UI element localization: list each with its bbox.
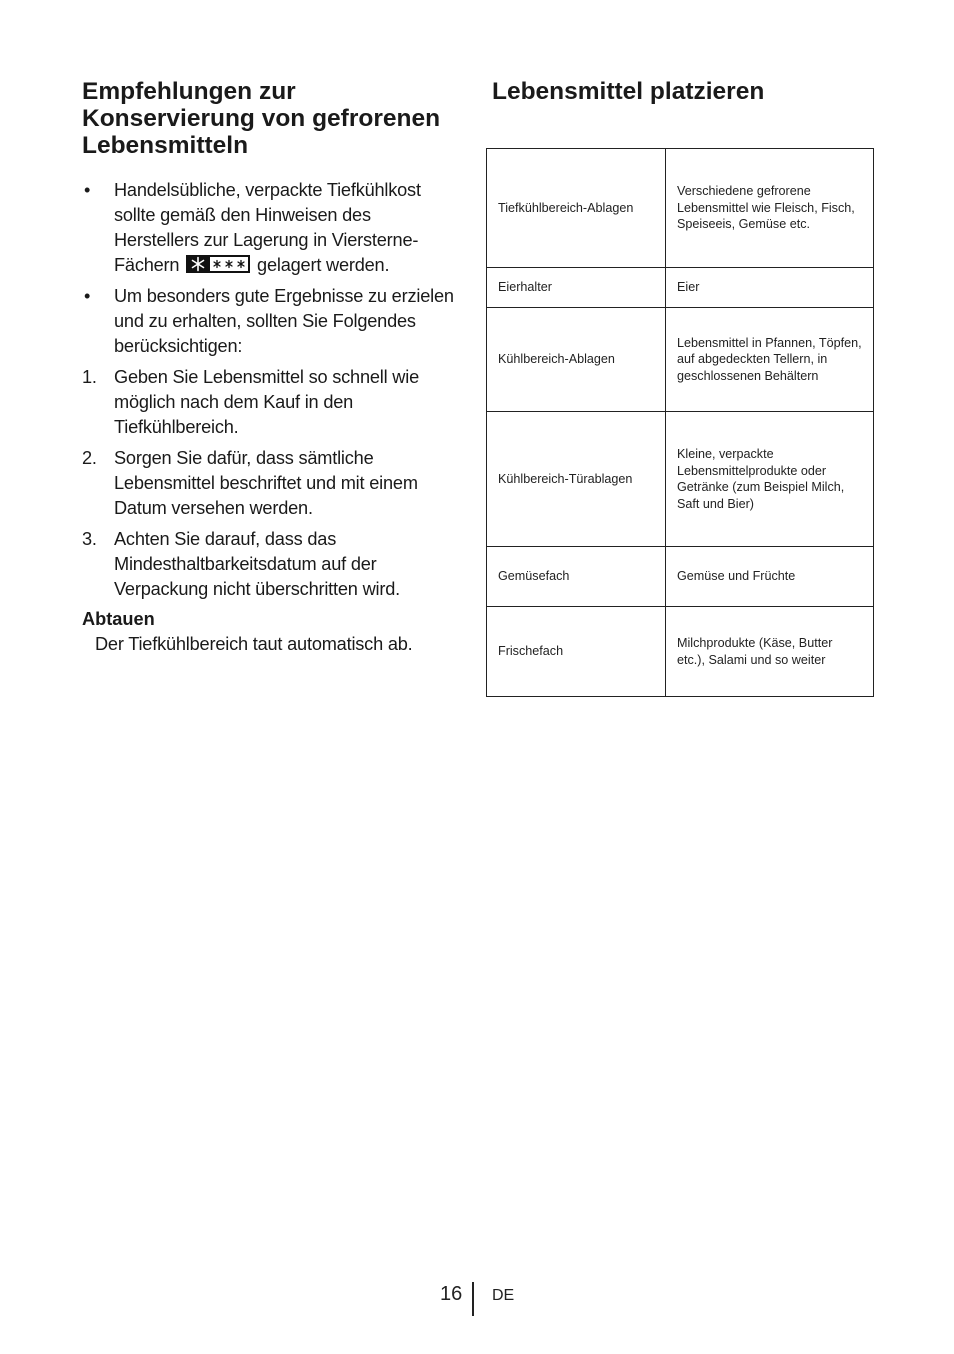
left-column (82, 78, 454, 657)
table-row (487, 547, 874, 607)
steps-list (82, 365, 454, 602)
recommendation-list (82, 178, 454, 359)
step-text: Achten Sie darauf, dass das Mindesthaltbarkeitsdatum auf der Verpackung nicht überschritten wird. (114, 529, 400, 599)
placement-table (486, 148, 874, 697)
step-number: 2. (82, 448, 97, 468)
step-text: Sorgen Sie dafür, dass sämtliche Lebensmittel beschriftet und mit einem Datum versehen werden. (114, 448, 418, 518)
step-number: 1. (82, 367, 97, 387)
defrost-title: Abtauen (82, 609, 155, 629)
food-cell: Verschiedene gefrorene Lebensmittel wie Fleisch, Fisch, Speiseeis, Gemüse etc. (666, 149, 874, 268)
food-cell: Lebensmittel in Pfannen, Töpfen, auf abgedeckten Tellern, in geschlossenen Behältern (666, 308, 874, 412)
food-cell: Eier (666, 268, 874, 308)
bullet-marker: • (84, 286, 91, 306)
place-cell: Gemüsefach (487, 547, 666, 607)
bullet-text: Um besonders gute Ergebnisse zu erzielen und zu erhalten, sollten Sie Folgendes berücksichtigen: (114, 286, 454, 356)
four-star-freezer-icon (186, 255, 250, 273)
food-cell: Gemüse und Früchte (666, 547, 874, 607)
table-row (487, 149, 874, 268)
step-text: Geben Sie Lebensmittel so schnell wie möglich nach dem Kauf in den Tiefkühlbereich. (114, 367, 419, 437)
list-item (82, 284, 454, 359)
list-item (82, 365, 454, 440)
list-item (82, 178, 454, 278)
language-code: DE (492, 1287, 515, 1304)
table-row (487, 412, 874, 547)
right-column (486, 78, 874, 697)
food-cell: Milchprodukte (Käse, Butter etc.), Salami und so weiter (666, 607, 874, 697)
list-item (82, 446, 454, 521)
defrost-text: Der Tiefkühlbereich taut automatisch ab. (95, 634, 413, 654)
bullet-text-continued: gelagert werden. (257, 255, 390, 275)
food-cell: Kleine, verpackte Lebensmittelprodukte oder Getränke (zum Beispiel Milch, Saft und Bier) (666, 412, 874, 547)
bullet-text: Handelsübliche, verpackte Tiefkühlkost sollte gemäß den Hinweisen des Herstellers zur Lagerung in Viersterne-Fächern (114, 180, 421, 275)
place-cell: Frischefach (487, 607, 666, 697)
table-row (487, 607, 874, 697)
place-cell: Tiefkühlbereich-Ablagen (487, 149, 666, 268)
page-number: 16 (440, 1283, 463, 1305)
table-row (487, 308, 874, 412)
place-cell: Kühlbereich-Ablagen (487, 308, 666, 412)
place-cell: Eierhalter (487, 268, 666, 308)
list-item (82, 527, 454, 602)
table-row (487, 268, 874, 308)
bullet-marker: • (84, 180, 91, 200)
frozen-food-title: Empfehlungen zur Konservierung von gefrorenen Lebensmitteln (82, 78, 441, 159)
step-number: 3. (82, 529, 97, 549)
footer-divider (472, 1282, 474, 1316)
placement-title: Lebensmittel platzieren (492, 78, 765, 105)
place-cell: Kühlbereich-Türablagen (487, 412, 666, 547)
